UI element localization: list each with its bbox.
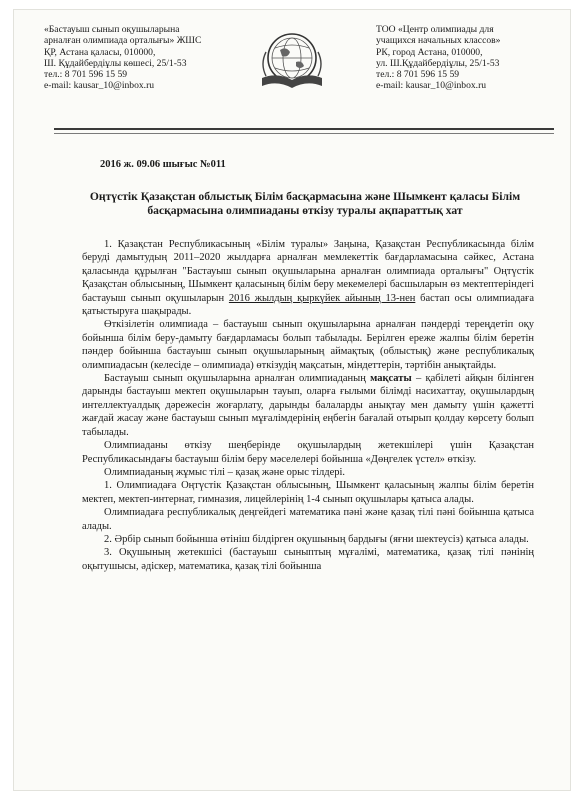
header-right-line: ул. Ш.Құдайбердіұлы, 25/1-53: [376, 57, 500, 69]
paragraph: [82, 238, 534, 318]
paragraph-text: – қабілеті айқын білінген дарынды бастауыш мектеп оқушыларын тауып, оларға ғылыми білімді насихаттау, оқушылардың интеллектуалдық дәрежесін жоғарлату, дарынды балаларды анықтау мен дамыту үшін қажетті жағдай жасау және бастауыш сынып мұғалімдерінің еңбегін бағалай отырып қолдау көрсету болып табылады.: [82, 373, 534, 438]
header-right-line: тел.: 8 701 596 15 59: [376, 69, 460, 81]
header-right-line: e-mail: kausar_10@inbox.ru: [376, 80, 487, 92]
letter-page: [14, 10, 570, 790]
paragraph: Олимпиадаға республикалық деңгейдегі математика пәні және қазақ тілі пәні бойынша қатыса алады.: [82, 507, 534, 532]
header-left-line: «Бастауыш сынып оқушыларына: [44, 24, 180, 35]
paragraph: [82, 372, 534, 439]
header-divider-thick: [54, 128, 554, 130]
paragraph-text: Бастауыш сынып оқушыларына арналған олимпиаданың: [104, 373, 366, 385]
header-left-line: тел.: 8 701 596 15 59: [44, 69, 128, 81]
header-left-line: арналған олимпиада орталығы» ЖШС: [44, 35, 202, 47]
paragraph: 1. Олимпиадаға Оңтүстік Қазақстан облысының, Шымкент қаласының жалпы білім беретін мектеп, мектеп-интернат, гимназия, лицейлерінің 1-4 сынып оқушылары қатыса алады.: [82, 480, 534, 505]
header-right-line: учащихся начальных классов»: [376, 35, 501, 47]
globe-book-emblem-icon: [252, 28, 332, 98]
paragraph: 3. Оқушының жетекшісі (бастауыш сыныптың мұғалімі, математика, қазақ тілі пәнінің оқытушысы, әдіскер, математика, қазақ тілі бойынша: [82, 547, 534, 572]
header-right-org: [376, 24, 556, 92]
header-right-line: ТОО «Центр олимпиады для: [376, 24, 494, 35]
header-left-line: ҚР, Астана қаласы, 010000,: [44, 46, 156, 58]
outgoing-number: 2016 ж. 09.06 шығыс №011: [100, 159, 226, 170]
header-left-line: e-mail: kausar_10@inbox.ru: [44, 80, 155, 92]
goal-bold: мақсаты: [370, 373, 412, 385]
letter-body: [82, 238, 534, 573]
paragraph-text: бастап осы олимпиадаға қатыстыруға шақырады.: [82, 292, 535, 318]
paragraph: Олимпиаданы өткізу шеңберінде оқушылардың жетекшілері үшін Қазақстан Республикасындағы бастауыш білім беру мәселелері бойынша «Дөңгелек үстел» өткізу.: [82, 440, 534, 465]
header-right-line: РК, город Астана, 010000,: [376, 46, 483, 58]
paragraph: 2. Әрбір сынып бойынша өтініш білдірген оқушының бардығы (яғни шектеусіз) қатыса алады.: [104, 533, 529, 545]
header-left-org: [44, 24, 254, 92]
header-left-line: Ш. Құдайбердіұлы көшесі, 25/1-53: [44, 57, 187, 69]
letter-title: Оңтүстік Қазақстан облыстық Білім басқармасына және Шымкент қаласы Білім басқармасына олимпиаданы өткізу туралы ақпараттық хат: [89, 190, 521, 217]
date-underlined: 2016 жылдың қыркүйек айының 13-нен: [228, 292, 416, 304]
header-divider-thin: [54, 133, 554, 134]
paragraph: Олимпиаданың жұмыс тілі – қазақ және орыс тілдері.: [104, 466, 346, 478]
paragraph: Өткізілетін олимпиада – бастауыш сынып оқушыларына арналған пәндерді тереңдетіп оқу бойынша білім беру-дамыту бағдарламасы болып табылады. Берілген ереже жалпы білім беретін пәндер бойынша бастауыш сынып оқушыларының аймақтық (облыстық) және республикалық олимпиадасын (келесіде – олимпиада) өткізудің мақсатын, міндеттерін, тәртібін анықтайды.: [82, 319, 534, 371]
paragraph-text: 1. Қазақстан Республикасының «Білім туралы» Заңына, Қазақстан Республикасында білім беруді дамытудың 2011–2020 жылдарға арналған мемлекеттік бағдарламасына сәйкес, Астана қаласында құрылған "Бастауыш сынып оқушыларына арналған олимпиада орталығы" Оңтүстік Қазақстан облысының, Шымкент қаласының білім беру мекемелері басшыларын өз мектептеріндегі бастауыш сынып оқушыларын: [82, 239, 534, 304]
